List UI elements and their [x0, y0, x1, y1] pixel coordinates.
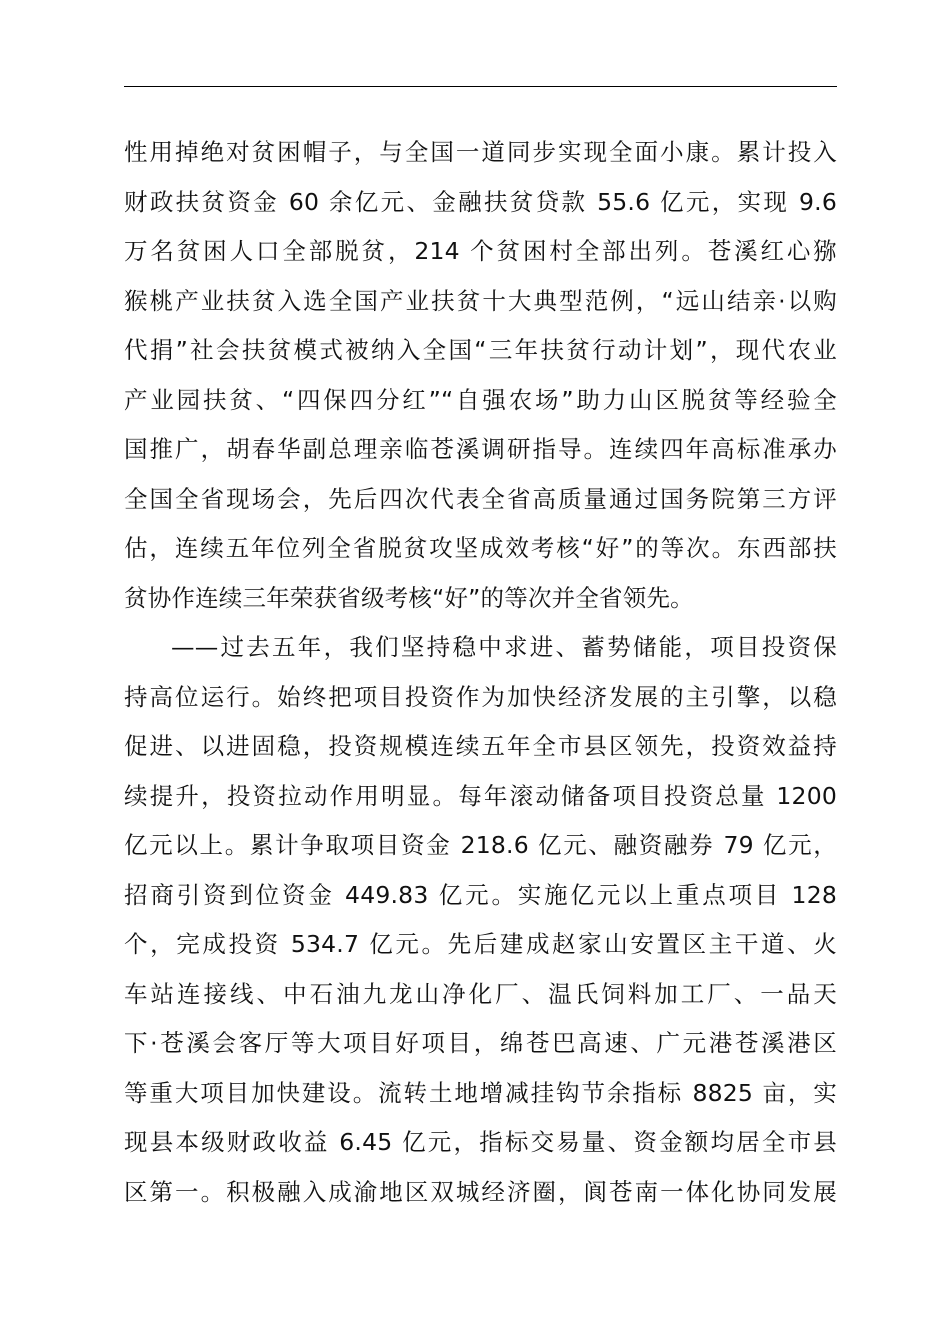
text-line: 亿元以上。累计争取项目资金 218.6 亿元、融资融券 79 亿元，	[124, 831, 837, 859]
text-line: 现县本级财政收益 6.45 亿元，指标交易量、资金额均居全市县	[124, 1128, 837, 1156]
text-line: 招商引资到位资金 449.83 亿元。实施亿元以上重点项目 128	[124, 880, 837, 909]
text-line: 代捐”社会扶贫模式被纳入全国“三年扶贫行动计划”，现代农业	[124, 336, 837, 364]
header-rule	[124, 86, 837, 87]
text-line: 产业园扶贫、“四保四分红”“自强农场”助力山区脱贫等经验全	[124, 385, 837, 414]
text-line: 财政扶贫资金 60 余亿元、金融扶贫贷款 55.6 亿元，实现 9.6	[124, 187, 837, 216]
text-line: 下·苍溪会客厅等大项目好项目，绵苍巴高速、广元港苍溪港区	[124, 1029, 837, 1057]
text-line: 区第一。积极融入成渝地区双城经济圈，阆苍南一体化协同发展	[124, 1177, 837, 1206]
paragraph-1	[124, 128, 837, 623]
text-line: 续提升，投资拉动作用明显。每年滚动储备项目投资总量 1200	[124, 781, 837, 810]
paragraph-2	[124, 623, 837, 1217]
text-line: 车站连接线、中石油九龙山净化厂、温氏饲料加工厂、一品天	[124, 979, 837, 1008]
text-line: 猴桃产业扶贫入选全国产业扶贫十大典型范例，“远山结亲·以购	[124, 286, 837, 315]
text-line: 等重大项目加快建设。流转土地增减挂钩节余指标 8825 亩，实	[124, 1078, 837, 1107]
document-body	[124, 128, 837, 1217]
text-line: 性用掉绝对贫困帽子，与全国一道同步实现全面小康。累计投入	[124, 138, 837, 166]
text-line: 估，连续五年位列全省脱贫攻坚成效考核“好”的等次。东西部扶	[124, 534, 837, 562]
text-line: 万名贫困人口全部脱贫，214 个贫困村全部出列。苍溪红心猕	[124, 237, 837, 265]
text-line: ——过去五年，我们坚持稳中求进、蓄势储能，项目投资保	[171, 633, 837, 661]
text-line: 贫协作连续三年荣获省级考核“好”的等次并全省领先。	[124, 583, 694, 612]
text-line: 持高位运行。始终把项目投资作为加快经济发展的主引擎，以稳	[124, 682, 837, 711]
text-line: 国推广，胡春华副总理亲临苍溪调研指导。连续四年高标准承办	[124, 435, 837, 463]
text-line: 全国全省现场会，先后四次代表全省高质量通过国务院第三方评	[124, 484, 837, 513]
text-line: 促进、以进固稳，投资规模连续五年全市县区领先，投资效益持	[124, 732, 837, 760]
text-line: 个，完成投资 534.7 亿元。先后建成赵家山安置区主干道、火	[124, 930, 837, 958]
